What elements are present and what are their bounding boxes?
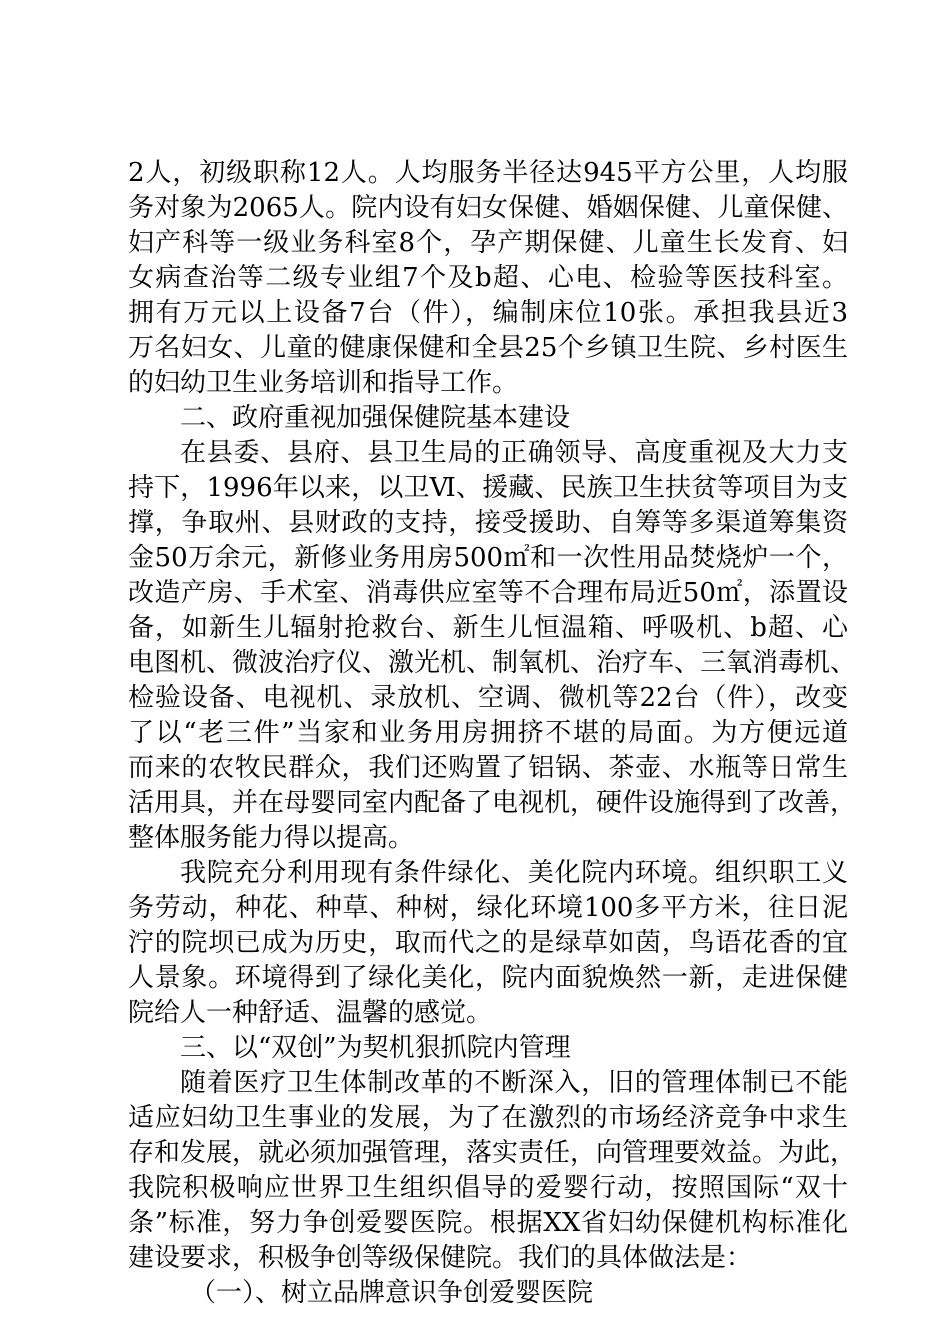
text-line: 泞的院坝已成为历史，取而代之的是绿草如茵，鸟语花香的宜 [128,928,848,958]
text-line: 妇产科等一级业务科室8个，孕产期保健、儿童生长发育、妇 [128,228,848,258]
text-line: 改造产房、手术室、消毒供应室等不合理布局近50㎡，添置设 [128,578,848,608]
section-heading: 三、以“双创”为契机狠抓院内管理 [180,1033,571,1063]
text-line: 万名妇女、儿童的健康保健和全县25个乡镇卫生院、乡村医生 [128,333,848,363]
text-line: 我院充分利用现有条件绿化、美化院内环境。组织职工义 [180,858,848,888]
text-line: 务劳动，种花、种草、种树，绿化环境100多平方米，往日泥 [128,893,848,923]
text-line: 而来的农牧民群众，我们还购置了铝锅、茶壶、水瓶等日常生 [128,753,848,783]
text-line: 我院积极响应世界卫生组织倡导的爱婴行动，按照国际“双十 [128,1173,848,1203]
text-line: 女病查治等二级专业组7个及b超、心电、检验等医技科室。 [128,263,848,293]
section-heading: 二、政府重视加强保健院基本建设 [180,403,571,433]
subsection-heading: （一）、树立品牌意识争创爱婴医院 [190,1278,594,1308]
document-body [128,156,857,1311]
text-line: 建设要求，积极争创等级保健院。我们的具体做法是： [128,1243,753,1273]
text-line: 了以“老三件”当家和业务用房拥挤不堪的局面。为方便远道 [128,718,848,748]
text-line: 检验设备、电视机、录放机、空调、微机等22台（件），改变 [128,683,848,713]
text-line: 随着医疗卫生体制改革的不断深入，旧的管理体制已不能 [180,1068,848,1098]
text-line: 整体服务能力得以提高。 [128,823,415,853]
text-line: 适应妇幼卫生事业的发展，为了在激烈的市场经济竞争中求生 [128,1103,848,1133]
text-line: 院给人一种舒适、温馨的感觉。 [128,998,493,1028]
text-line: 2人，初级职称12人。人均服务半径达945平方公里，人均服 [128,158,848,188]
text-line: 的妇幼卫生业务培训和指导工作。 [128,368,519,398]
text-line: 存和发展，就必须加强管理，落实责任，向管理要效益。为此， [128,1138,857,1168]
text-line: 人景象。环境得到了绿化美化，院内面貌焕然一新，走进保健 [128,963,848,993]
text-line: 务对象为2065人。院内设有妇女保健、婚姻保健、儿童保健、 [128,193,848,223]
text-line: 金50万余元，新修业务用房500㎡和一次性用品焚烧炉一个， [128,543,848,573]
text-line: 备，如新生儿辐射抢救台、新生儿恒温箱、呼吸机、b超、心 [128,613,848,643]
text-line: 撑，争取州、县财政的支持，接受援助、自筹等多渠道筹集资 [128,508,848,538]
text-line: 拥有万元以上设备7台（件），编制床位10张。承担我县近3 [128,298,848,328]
text-line: 电图机、微波治疗仪、激光机、制氧机、治疗车、三氧消毒机、 [128,648,857,678]
text-line: 在县委、县府、县卫生局的正确领导、高度重视及大力支 [180,438,848,468]
text-line: 活用具，并在母婴同室内配备了电视机，硬件设施得到了改善， [128,788,857,818]
text-line: 持下，1996年以来，以卫Ⅵ、援藏、民族卫生扶贫等项目为支 [128,473,848,503]
text-line: 条”标准，努力争创爱婴医院。根据XX省妇幼保健机构标准化 [128,1208,848,1238]
